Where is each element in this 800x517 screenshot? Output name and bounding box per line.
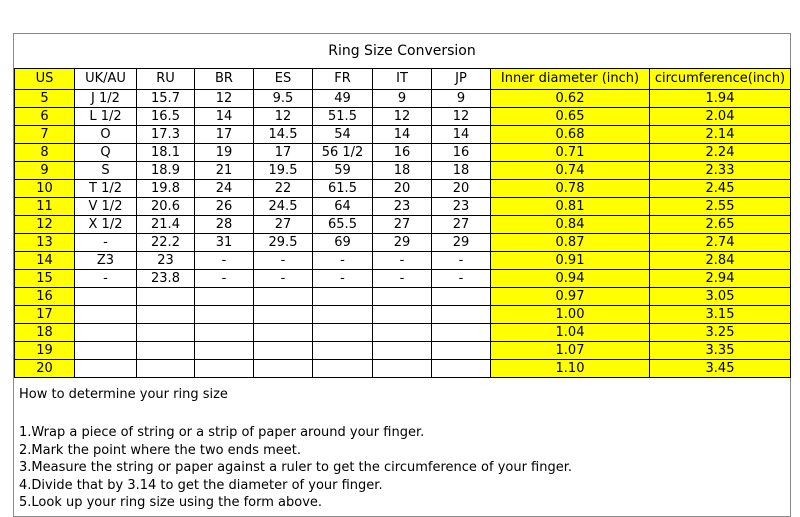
table-cell: 14 bbox=[15, 252, 75, 270]
table-cell: 59 bbox=[313, 162, 373, 180]
table-cell bbox=[373, 360, 432, 378]
table-row bbox=[15, 90, 791, 108]
table-cell: 1.00 bbox=[491, 306, 650, 324]
table-cell: O bbox=[75, 126, 137, 144]
table-cell bbox=[195, 342, 254, 360]
table-cell: 2.24 bbox=[650, 144, 791, 162]
table-cell: 14 bbox=[373, 126, 432, 144]
table-row bbox=[15, 126, 791, 144]
column-header-circumference-inch: circumference(inch) bbox=[650, 69, 791, 90]
table-cell: 9.5 bbox=[254, 90, 313, 108]
table-cell: 0.87 bbox=[491, 234, 650, 252]
table-cell: 17 bbox=[195, 126, 254, 144]
table-cell: 20 bbox=[432, 180, 491, 198]
table-row bbox=[15, 360, 791, 378]
table-cell: 5 bbox=[15, 90, 75, 108]
page-title: Ring Size Conversion bbox=[328, 43, 476, 59]
table-cell: 0.84 bbox=[491, 216, 650, 234]
table-cell bbox=[195, 306, 254, 324]
table-cell: 15 bbox=[15, 270, 75, 288]
table-cell: 12 bbox=[195, 90, 254, 108]
table-row bbox=[15, 288, 791, 306]
column-header-jp: JP bbox=[432, 69, 491, 90]
table-cell bbox=[373, 306, 432, 324]
column-header-inner-diameter-inch: Inner diameter (inch) bbox=[491, 69, 650, 90]
table-cell bbox=[75, 342, 137, 360]
table-cell: 19 bbox=[195, 144, 254, 162]
table-cell: - bbox=[313, 252, 373, 270]
table-cell: 26 bbox=[195, 198, 254, 216]
table-cell bbox=[137, 342, 195, 360]
table-row bbox=[15, 108, 791, 126]
table-cell bbox=[432, 288, 491, 306]
table-cell bbox=[75, 324, 137, 342]
table-cell: 0.62 bbox=[491, 90, 650, 108]
table-cell: 19.8 bbox=[137, 180, 195, 198]
table-cell bbox=[195, 288, 254, 306]
table-cell: 20 bbox=[373, 180, 432, 198]
table-cell bbox=[373, 324, 432, 342]
table-cell: - bbox=[373, 252, 432, 270]
table-cell bbox=[75, 360, 137, 378]
table-cell: 49 bbox=[313, 90, 373, 108]
table-cell: 65.5 bbox=[313, 216, 373, 234]
table-cell: 23.8 bbox=[137, 270, 195, 288]
table-cell: 24 bbox=[195, 180, 254, 198]
table-cell: 3.35 bbox=[650, 342, 791, 360]
table-cell bbox=[313, 288, 373, 306]
table-cell: 3.15 bbox=[650, 306, 791, 324]
table-cell: 2.65 bbox=[650, 216, 791, 234]
table-cell: 8 bbox=[15, 144, 75, 162]
table-cell: - bbox=[432, 270, 491, 288]
table-cell: X 1/2 bbox=[75, 216, 137, 234]
table-cell: 2.84 bbox=[650, 252, 791, 270]
instruction-step: 3.Measure the string or paper against a ruler to get the circumference of your finger. bbox=[19, 460, 573, 475]
table-cell: 9 bbox=[373, 90, 432, 108]
table-cell: 23 bbox=[432, 198, 491, 216]
table-cell: 2.14 bbox=[650, 126, 791, 144]
table-cell: - bbox=[373, 270, 432, 288]
instruction-step: 4.Divide that by 3.14 to get the diameter of your finger. bbox=[19, 477, 383, 493]
table-cell: 22 bbox=[254, 180, 313, 198]
table-cell: 18 bbox=[15, 324, 75, 342]
table-cell: L 1/2 bbox=[75, 108, 137, 126]
table-cell bbox=[137, 324, 195, 342]
table-cell: 24.5 bbox=[254, 198, 313, 216]
table-cell: 0.65 bbox=[491, 108, 650, 126]
table-cell: 0.81 bbox=[491, 198, 650, 216]
table-cell: - bbox=[75, 270, 137, 288]
table-cell: V 1/2 bbox=[75, 198, 137, 216]
table-cell: 19.5 bbox=[254, 162, 313, 180]
column-header-uk-au: UK/AU bbox=[75, 69, 137, 90]
table-cell: 10 bbox=[15, 180, 75, 198]
table-cell bbox=[137, 306, 195, 324]
table-cell: 23 bbox=[137, 252, 195, 270]
table-cell: - bbox=[313, 270, 373, 288]
table-cell: 3.25 bbox=[650, 324, 791, 342]
table-row bbox=[15, 234, 791, 252]
table-cell: 0.78 bbox=[491, 180, 650, 198]
table-cell: 31 bbox=[195, 234, 254, 252]
table-row bbox=[15, 252, 791, 270]
table-row bbox=[15, 144, 791, 162]
table-cell bbox=[254, 324, 313, 342]
table-cell: 9 bbox=[432, 90, 491, 108]
table-cell: 2.04 bbox=[650, 108, 791, 126]
table-cell: 18 bbox=[432, 162, 491, 180]
table-cell: 29 bbox=[432, 234, 491, 252]
table-cell bbox=[137, 288, 195, 306]
ring-size-conversion-table bbox=[14, 68, 791, 378]
table-cell: 18 bbox=[373, 162, 432, 180]
table-cell: 0.97 bbox=[491, 288, 650, 306]
table-cell: 16 bbox=[373, 144, 432, 162]
table-cell: 13 bbox=[15, 234, 75, 252]
table-cell: 21.4 bbox=[137, 216, 195, 234]
table-row bbox=[15, 270, 791, 288]
table-cell: 2.94 bbox=[650, 270, 791, 288]
column-header-it: IT bbox=[373, 69, 432, 90]
column-header-es: ES bbox=[254, 69, 313, 90]
table-cell: 7 bbox=[15, 126, 75, 144]
table-cell: 54 bbox=[313, 126, 373, 144]
table-cell: Z3 bbox=[75, 252, 137, 270]
column-header-ru: RU bbox=[137, 69, 195, 90]
table-cell: 20 bbox=[15, 360, 75, 378]
table-cell: 18.9 bbox=[137, 162, 195, 180]
table-cell: 17 bbox=[15, 306, 75, 324]
table-cell: 23 bbox=[373, 198, 432, 216]
table-cell bbox=[254, 288, 313, 306]
table-cell: 22.2 bbox=[137, 234, 195, 252]
column-header-br: BR bbox=[195, 69, 254, 90]
table-cell bbox=[137, 360, 195, 378]
table-cell: 14 bbox=[432, 126, 491, 144]
table-body bbox=[15, 90, 791, 378]
table-cell: 12 bbox=[373, 108, 432, 126]
table-cell: - bbox=[75, 234, 137, 252]
table-cell: 28 bbox=[195, 216, 254, 234]
table-cell: 69 bbox=[313, 234, 373, 252]
table-cell: 27 bbox=[254, 216, 313, 234]
instruction-step: 2.Mark the point where the two ends meet. bbox=[19, 442, 301, 458]
table-cell: 17.3 bbox=[137, 126, 195, 144]
table-cell: 12 bbox=[432, 108, 491, 126]
table-row bbox=[15, 216, 791, 234]
table-cell bbox=[254, 360, 313, 378]
table-cell: 2.33 bbox=[650, 162, 791, 180]
table-cell: - bbox=[254, 270, 313, 288]
ring-size-guide bbox=[13, 33, 791, 517]
table-cell: 12 bbox=[254, 108, 313, 126]
table-cell: 51.5 bbox=[313, 108, 373, 126]
column-header-fr: FR bbox=[313, 69, 373, 90]
table-cell: 27 bbox=[373, 216, 432, 234]
instructions-section bbox=[14, 378, 790, 516]
table-cell bbox=[313, 342, 373, 360]
table-cell: 56 1/2 bbox=[313, 144, 373, 162]
table-cell: 2.55 bbox=[650, 198, 791, 216]
table-cell bbox=[313, 306, 373, 324]
table-cell: T 1/2 bbox=[75, 180, 137, 198]
column-header-us: US bbox=[15, 69, 75, 90]
table-cell: 14.5 bbox=[254, 126, 313, 144]
table-cell: 14 bbox=[195, 108, 254, 126]
table-row bbox=[15, 324, 791, 342]
table-cell: 19 bbox=[15, 342, 75, 360]
table-cell bbox=[432, 360, 491, 378]
table-cell: 18.1 bbox=[137, 144, 195, 162]
table-cell bbox=[254, 342, 313, 360]
table-cell bbox=[313, 360, 373, 378]
table-cell: 2.45 bbox=[650, 180, 791, 198]
table-cell: - bbox=[254, 252, 313, 270]
table-cell: 3.05 bbox=[650, 288, 791, 306]
table-cell: 0.68 bbox=[491, 126, 650, 144]
instruction-steps bbox=[19, 424, 786, 512]
table-cell bbox=[432, 342, 491, 360]
table-cell: 11 bbox=[15, 198, 75, 216]
table-cell: 1.07 bbox=[491, 342, 650, 360]
table-cell: Q bbox=[75, 144, 137, 162]
table-cell: 6 bbox=[15, 108, 75, 126]
table-cell: 0.71 bbox=[491, 144, 650, 162]
instructions-heading: How to determine your ring size bbox=[19, 387, 228, 402]
table-cell: 21 bbox=[195, 162, 254, 180]
table-row bbox=[15, 198, 791, 216]
instruction-step: 5.Look up your ring size using the form above. bbox=[19, 495, 323, 510]
table-row bbox=[15, 180, 791, 198]
table-cell bbox=[195, 360, 254, 378]
table-cell: 0.91 bbox=[491, 252, 650, 270]
table-cell: 20.6 bbox=[137, 198, 195, 216]
table-cell bbox=[75, 306, 137, 324]
table-cell: 0.74 bbox=[491, 162, 650, 180]
table-cell: 64 bbox=[313, 198, 373, 216]
table-cell: 1.10 bbox=[491, 360, 650, 378]
table-cell: 9 bbox=[15, 162, 75, 180]
table-cell: 1.04 bbox=[491, 324, 650, 342]
table-cell: 61.5 bbox=[313, 180, 373, 198]
table-cell: S bbox=[75, 162, 137, 180]
table-cell: J 1/2 bbox=[75, 90, 137, 108]
table-cell: - bbox=[432, 252, 491, 270]
table-cell: 15.7 bbox=[137, 90, 195, 108]
table-header-row bbox=[15, 69, 791, 90]
table-cell bbox=[313, 324, 373, 342]
table-row bbox=[15, 342, 791, 360]
table-cell: 16 bbox=[15, 288, 75, 306]
table-cell: 16 bbox=[432, 144, 491, 162]
table-cell bbox=[254, 306, 313, 324]
table-cell bbox=[195, 324, 254, 342]
table-cell: 2.74 bbox=[650, 234, 791, 252]
table-cell bbox=[75, 288, 137, 306]
table-cell: 12 bbox=[15, 216, 75, 234]
table-row bbox=[15, 306, 791, 324]
table-cell: - bbox=[195, 252, 254, 270]
table-cell: 29 bbox=[373, 234, 432, 252]
table-cell: 17 bbox=[254, 144, 313, 162]
table-cell: 3.45 bbox=[650, 360, 791, 378]
table-cell: 16.5 bbox=[137, 108, 195, 126]
instruction-step: 1.Wrap a piece of string or a strip of paper around your finger. bbox=[19, 425, 425, 440]
table-cell: 29.5 bbox=[254, 234, 313, 252]
table-cell bbox=[432, 306, 491, 324]
table-cell bbox=[373, 288, 432, 306]
table-cell: - bbox=[195, 270, 254, 288]
table-cell: 27 bbox=[432, 216, 491, 234]
table-cell: 1.94 bbox=[650, 90, 791, 108]
table-cell bbox=[432, 324, 491, 342]
table-cell: 0.94 bbox=[491, 270, 650, 288]
table-row bbox=[15, 162, 791, 180]
table-cell bbox=[373, 342, 432, 360]
